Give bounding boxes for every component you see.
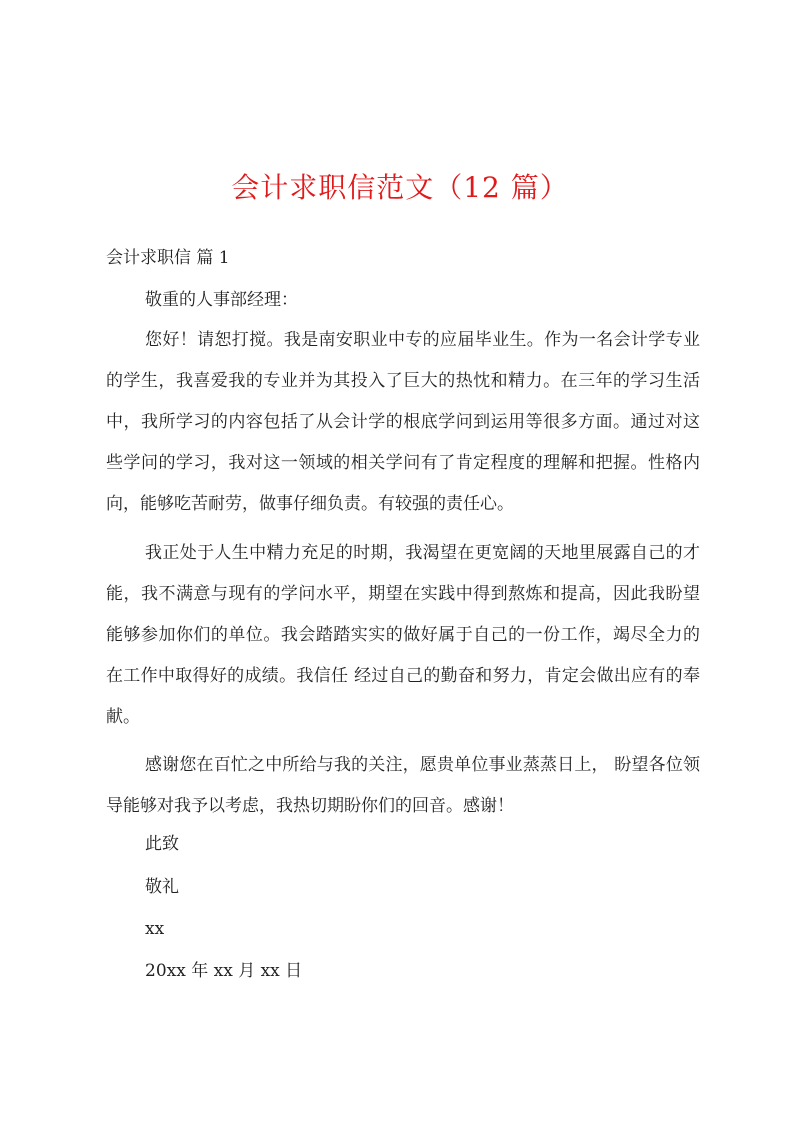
paragraph-1: 您好！请恕打搅。我是南安职业中专的应届毕业生。作为一名会计学专业的学生，我喜爱我的专业并为其投入了巨大的热忱和精力。在三年的学习生活中，我所学习的内容包括了从会计学的根底学问到运用等很多方面。通过对这些学问的学习，我对这一领域的相关学问有了肯定程度的理解和把握。性格内向，能够吃苦耐劳，做事仔细负责。有较强的责任心。: [106, 330, 700, 514]
paragraph-3: 感谢您在百忙之中所给与我的关注，愿贵单位事业蒸蒸日上， 盼望各位领导能够对我予以考虑，我热切期盼你们的回音。感谢！: [106, 755, 700, 816]
signature-name: xx: [145, 919, 165, 939]
signature-date: 20xx 年 xx 月 xx 日: [145, 961, 303, 981]
salutation: 敬重的人事部经理：: [145, 290, 298, 310]
paragraph-2: 我正处于人生中精力充足的时期，我渴望在更宽阔的天地里展露自己的才能，我不满意与现有的学问水平，期望在实践中得到熬炼和提高，因此我盼望能够参加你们的单位。我会踏踏实实的做好属于自己的一份工作，竭尽全力的在工作中取得好的成绩。我信任 经过自己的勤奋和努力，肯定会做出应有的奉献。: [106, 543, 700, 727]
document-title: 会计求职信范文（12 篇）: [231, 171, 569, 204]
closing-text: 此致: [145, 834, 179, 854]
regards-text: 敬礼: [145, 877, 179, 897]
section-label: 会计求职信 篇 1: [106, 248, 230, 268]
